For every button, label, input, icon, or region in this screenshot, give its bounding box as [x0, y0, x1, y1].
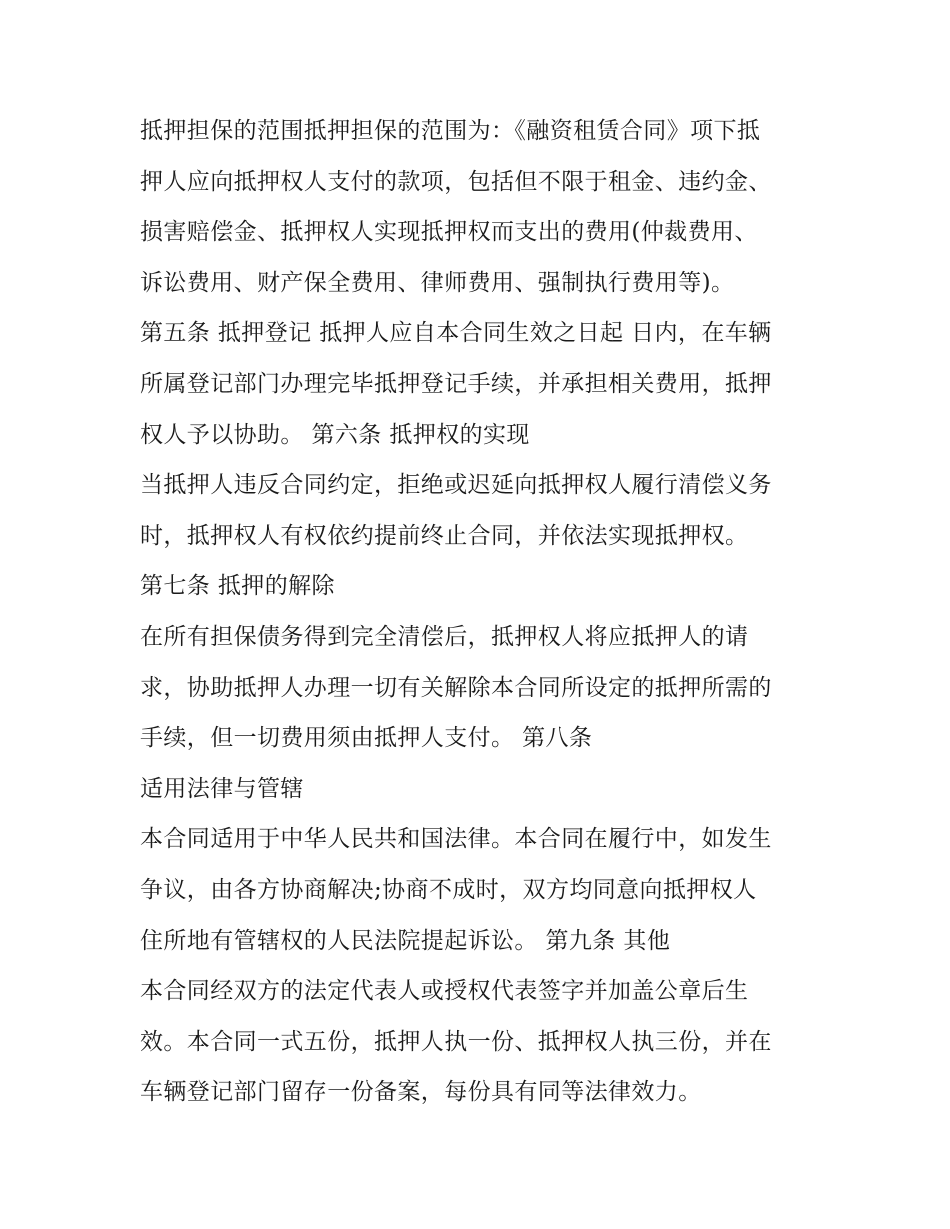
- text-line: 本合同适用于中华人民共和国法律。本合同在履行中，如发生: [140, 826, 772, 853]
- text-line: 在所有担保债务得到完全清偿后，抵押权人将应抵押人的请: [140, 623, 749, 650]
- text-line: 当抵押人违反合同约定，拒绝或迟延向抵押权人履行清偿义务: [140, 472, 772, 499]
- text-line: 求，协助抵押人办理一切有关解除本合同所设定的抵押所需的: [140, 674, 772, 701]
- text-line: 住所地有管辖权的人民法院提起诉讼。 第九条 其他: [140, 927, 671, 954]
- text-line: 车辆登记部门留存一份备案，每份具有同等法律效力。: [140, 1079, 702, 1106]
- text-line: 押人应向抵押权人支付的款项，包括但不限于租金、违约金、: [140, 168, 772, 195]
- text-line: 抵押担保的范围抵押担保的范围为：《融资租赁合同》项下抵: [140, 118, 761, 144]
- document-body: [140, 106, 820, 1118]
- text-line: 诉讼费用、财产保全费用、律师费用、强制执行费用等)。: [140, 269, 735, 296]
- text-line: 手续，但一切费用须由抵押人支付。 第八条: [140, 725, 593, 752]
- text-line: 第七条 抵押的解除: [140, 573, 335, 600]
- text-line: 所属登记部门办理完毕抵押登记手续，并承担相关费用，抵押: [140, 370, 772, 397]
- text-line: 权人予以协助。 第六条 抵押权的实现: [140, 421, 530, 448]
- text-line: 效。本合同一式五份，抵押人执一份、抵押权人执三份，并在: [140, 1028, 772, 1055]
- text-line: 适用法律与管辖: [140, 775, 304, 802]
- text-line: 时，抵押权人有权依约提前终止合同，并依法实现抵押权。: [140, 522, 749, 549]
- text-line: 损害赔偿金、抵押权人实现抵押权而支出的费用(仲裁费用、: [140, 219, 758, 246]
- text-line: 第五条 抵押登记 抵押人应自本合同生效之日起 日内，在车辆: [140, 320, 772, 347]
- text-line: 本合同经双方的法定代表人或授权代表签字并加盖公章后生: [140, 978, 749, 1005]
- text-line: 争议，由各方协商解决;协商不成时，双方均同意向抵押权人: [140, 876, 757, 903]
